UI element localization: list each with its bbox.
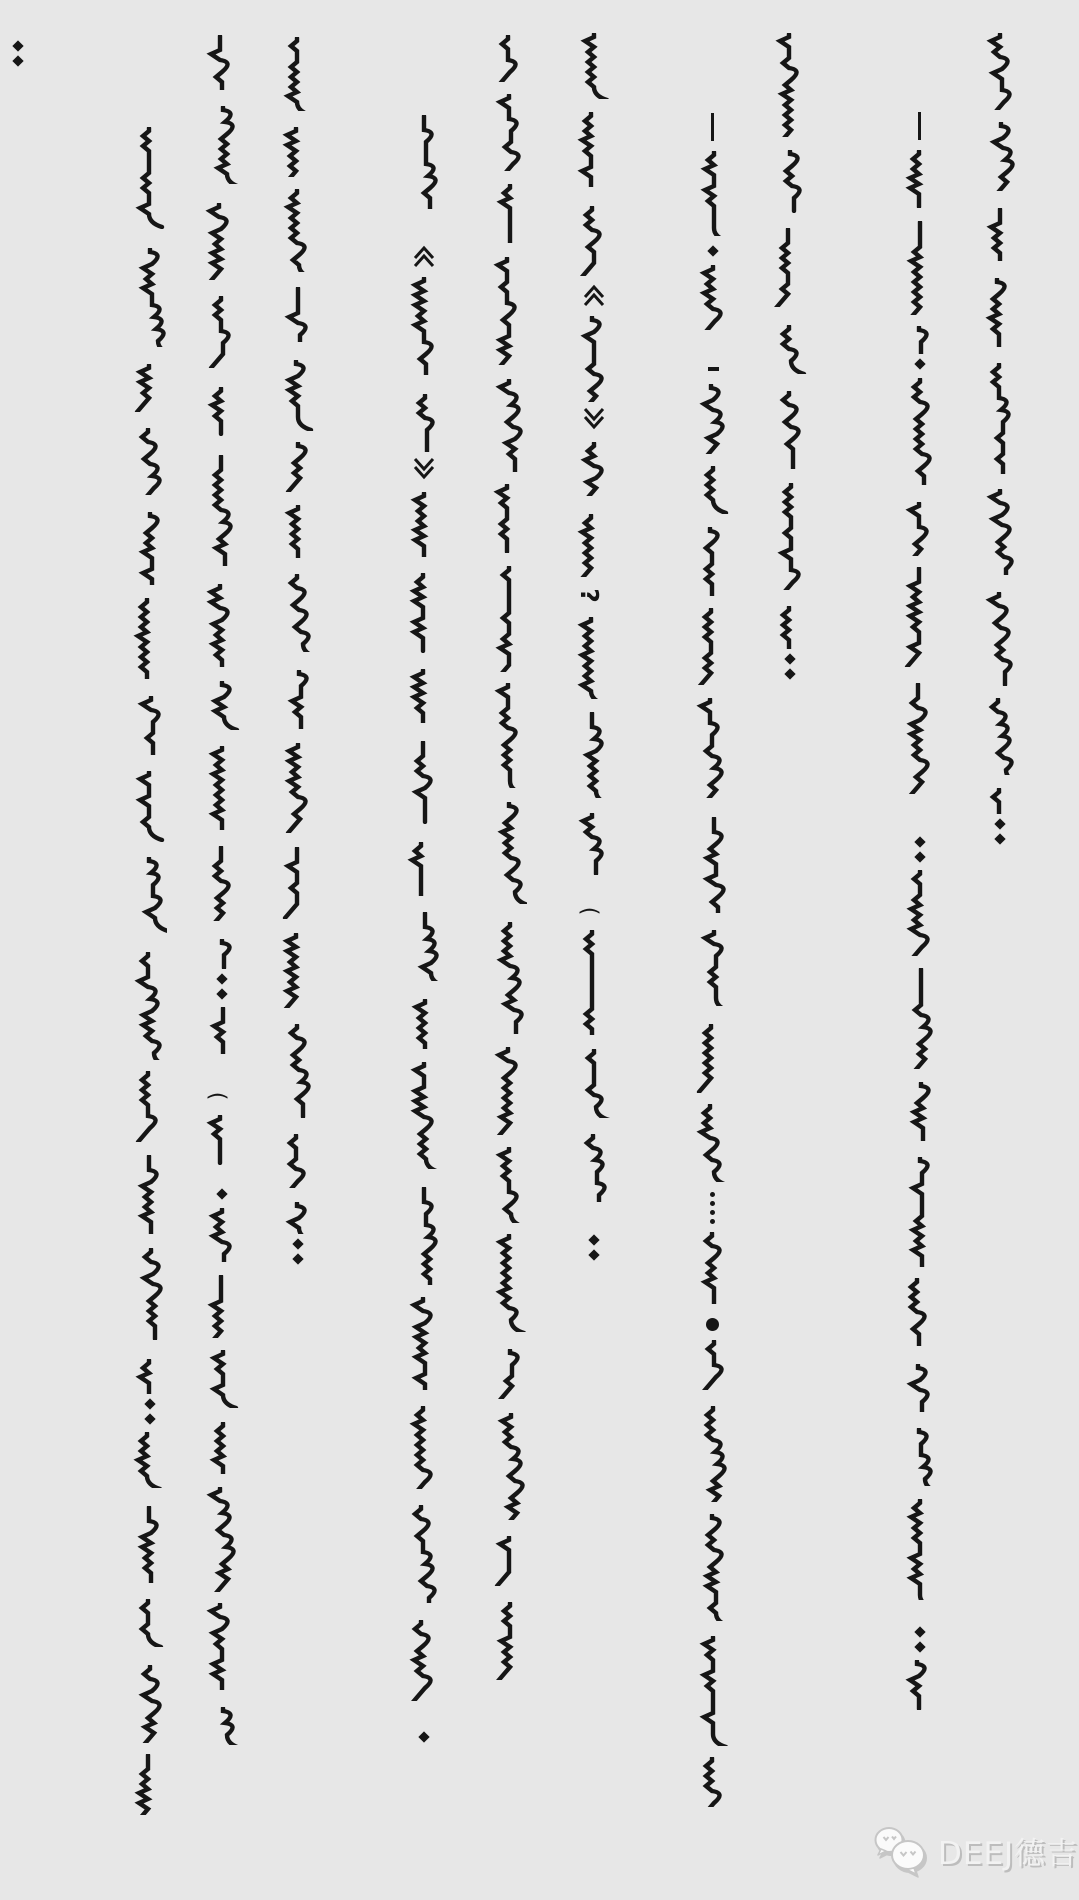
punctuation-colon [294,1240,302,1263]
mongolian-text-line-9 [903,112,937,1710]
punctuation-colon [996,820,1004,843]
punctuation-colon [916,1628,924,1651]
punctuation-paren-open: ( [204,1091,230,1101]
punctuation-quote-close [411,458,437,486]
mongolian-text-line-6 [574,33,611,1260]
mongolian-text-line-10 [983,33,1017,850]
punctuation-colon [590,1236,598,1259]
punctuation-colon [14,42,22,65]
punctuation-ellipsis [710,1188,715,1224]
punctuation-colon [146,1400,154,1423]
punctuation-colon [218,975,226,998]
mongolian-text-line-2 [205,35,239,1745]
watermark-text: DEEJ德吉 [938,1835,1079,1872]
mongolian-text-line-5 [493,35,527,1680]
mongolian-text-line-8 [773,33,807,680]
wechat-bubbles-icon [872,1824,930,1876]
punctuation-quote-open [581,282,607,310]
punctuation-question: ? [574,588,604,603]
punctuation-dash [711,113,714,141]
punctuation-hyphen [708,367,719,371]
mongolian-text-line-4 [407,115,441,1745]
punctuation-dot [707,245,718,256]
mongolian-text-line-7 [696,113,730,1820]
punctuation-quote-open [411,243,437,271]
punctuation-dot [914,358,925,369]
punctuation-dash [918,112,921,140]
account-watermark [872,1822,1078,1878]
punctuation-dot [418,1731,429,1742]
mongolian-text-line-1 [133,127,167,1815]
mongolian-text-line-3 [281,37,315,1265]
punctuation-colon [916,838,924,861]
punctuation-paren-open: ( [576,906,602,916]
punctuation-colon [786,655,794,678]
punctuation-quote-close [581,408,607,436]
punctuation-bullet [706,1318,719,1331]
punctuation-dot [216,1188,227,1199]
